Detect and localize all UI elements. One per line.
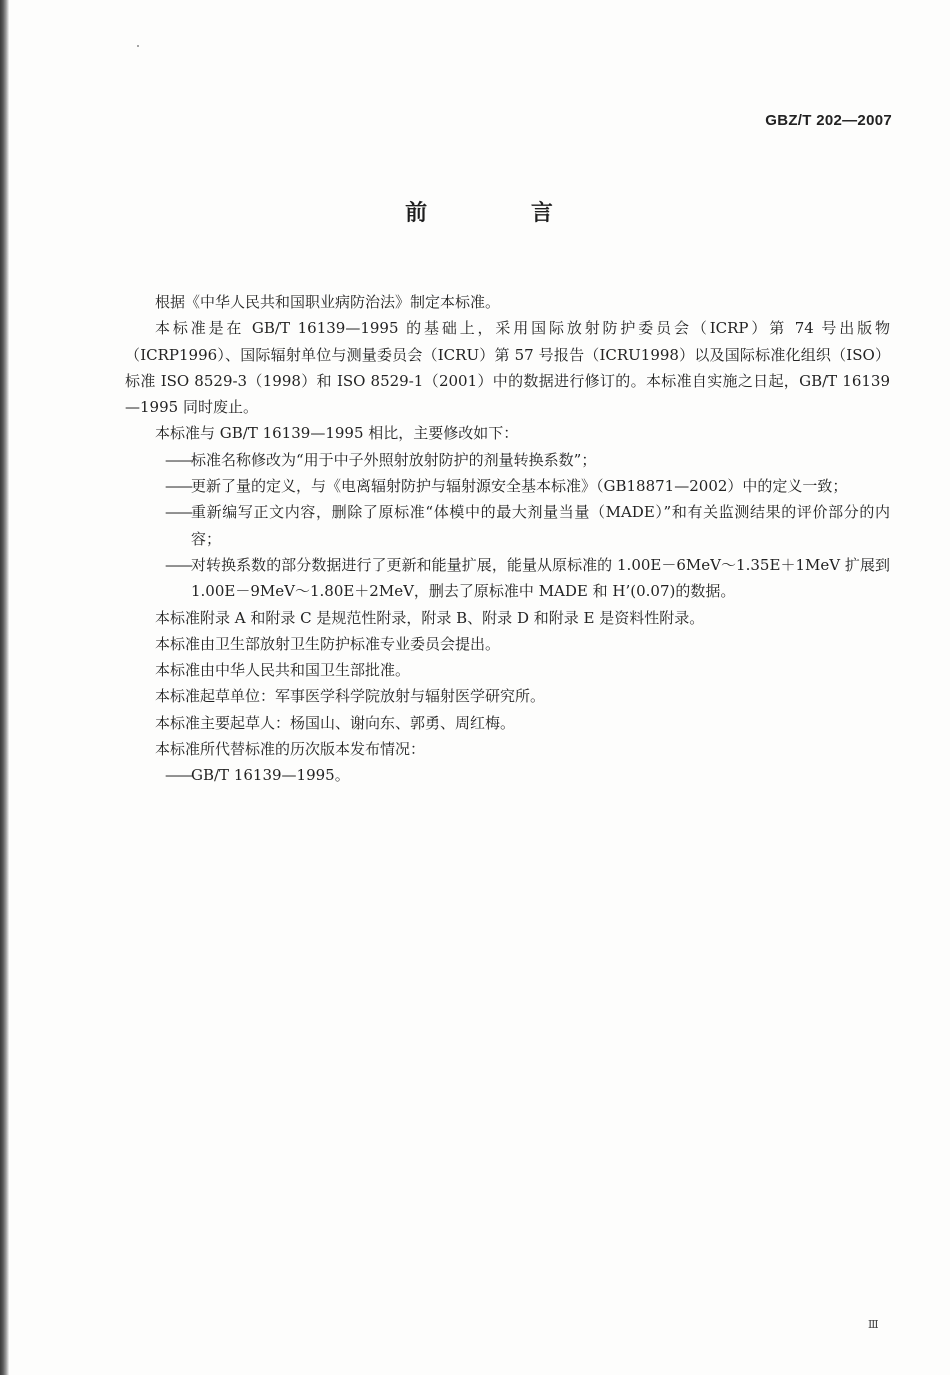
foreword-body — [125, 289, 890, 789]
paragraph-legal-basis: 根据《中华人民共和国职业病防治法》制定本标准。 — [155, 293, 501, 311]
dash-mark: —— — [165, 766, 191, 785]
paragraph-drafters: 本标准主要起草人：杨国山、谢向东、郭勇、周红梅。 — [155, 713, 516, 732]
previous-version-text: GB/T 16139—1995。 — [191, 766, 350, 785]
paragraph-changes-intro: 本标准与 GB/T 16139—1995 相比，主要修改如下： — [155, 424, 519, 443]
change-item-text: 对转换系数的部分数据进行了更新和能量扩展，能量从原标准的 1.00E－6MeV～1.35E＋1MeV 扩展到 1.00E－9MeV～1.80E＋2MeV，删去了原标准中 MADE 和 H’(0.07)的数据。 — [191, 555, 890, 601]
dash-mark: —— — [165, 477, 191, 496]
dash-mark: —— — [165, 555, 191, 574]
paragraph-approved-by: 本标准由中华人民共和国卫生部批准。 — [155, 661, 411, 680]
change-item — [125, 447, 890, 473]
page-title: 前 言 — [405, 201, 601, 226]
paragraph-drafting-unit: 本标准起草单位：军事医学科学院放射与辐射医学研究所。 — [155, 687, 546, 706]
dash-mark: —— — [165, 450, 191, 469]
previous-version-item — [125, 762, 890, 788]
paragraph-revision-basis: 本标准是在 GB/T 16139—1995 的基础上，采用国际放射防护委员会（ICRP）第 74 号出版物（ICRP1996）、国际辐射单位与测量委员会（ICRU）第 57 号报告（ICRU1998）以及国际标准化组织（ISO）标准 ISO 8529-3（1998）和 ISO 8529-1（2001）中的数据进行修订的。本标准自实施之日起，GB/T 16139—1995 同时废止。 — [125, 319, 890, 417]
paragraph-previous-editions: 本标准所代替标准的历次版本发布情况： — [155, 740, 426, 759]
paragraph-annexes: 本标准附录 A 和附录 C 是规范性附录，附录 B、附录 D 和附录 E 是资料性附录。 — [155, 608, 705, 627]
change-item — [125, 499, 890, 552]
change-item-text: 重新编写正文内容，删除了原标准“体模中的最大剂量当量（MADE）”和有关监测结果的评价部分的内容； — [191, 503, 890, 548]
scan-speck — [137, 45, 139, 47]
paragraph-proposed-by: 本标准由卫生部放射卫生防护标准专业委员会提出。 — [155, 634, 501, 653]
change-item-text: 更新了量的定义，与《电离辐射防护与辐射源安全基本标准》（GB18871—2002）中的定义一致； — [191, 477, 848, 496]
dash-mark: —— — [165, 503, 191, 522]
standard-code: GBZ/T 202—2007 — [765, 112, 892, 129]
change-item — [125, 552, 890, 605]
page-number: Ⅲ — [868, 1318, 878, 1331]
change-item-text: 标准名称修改为“用于中子外照射放射防护的剂量转换系数”； — [191, 450, 597, 469]
change-item — [125, 473, 890, 499]
